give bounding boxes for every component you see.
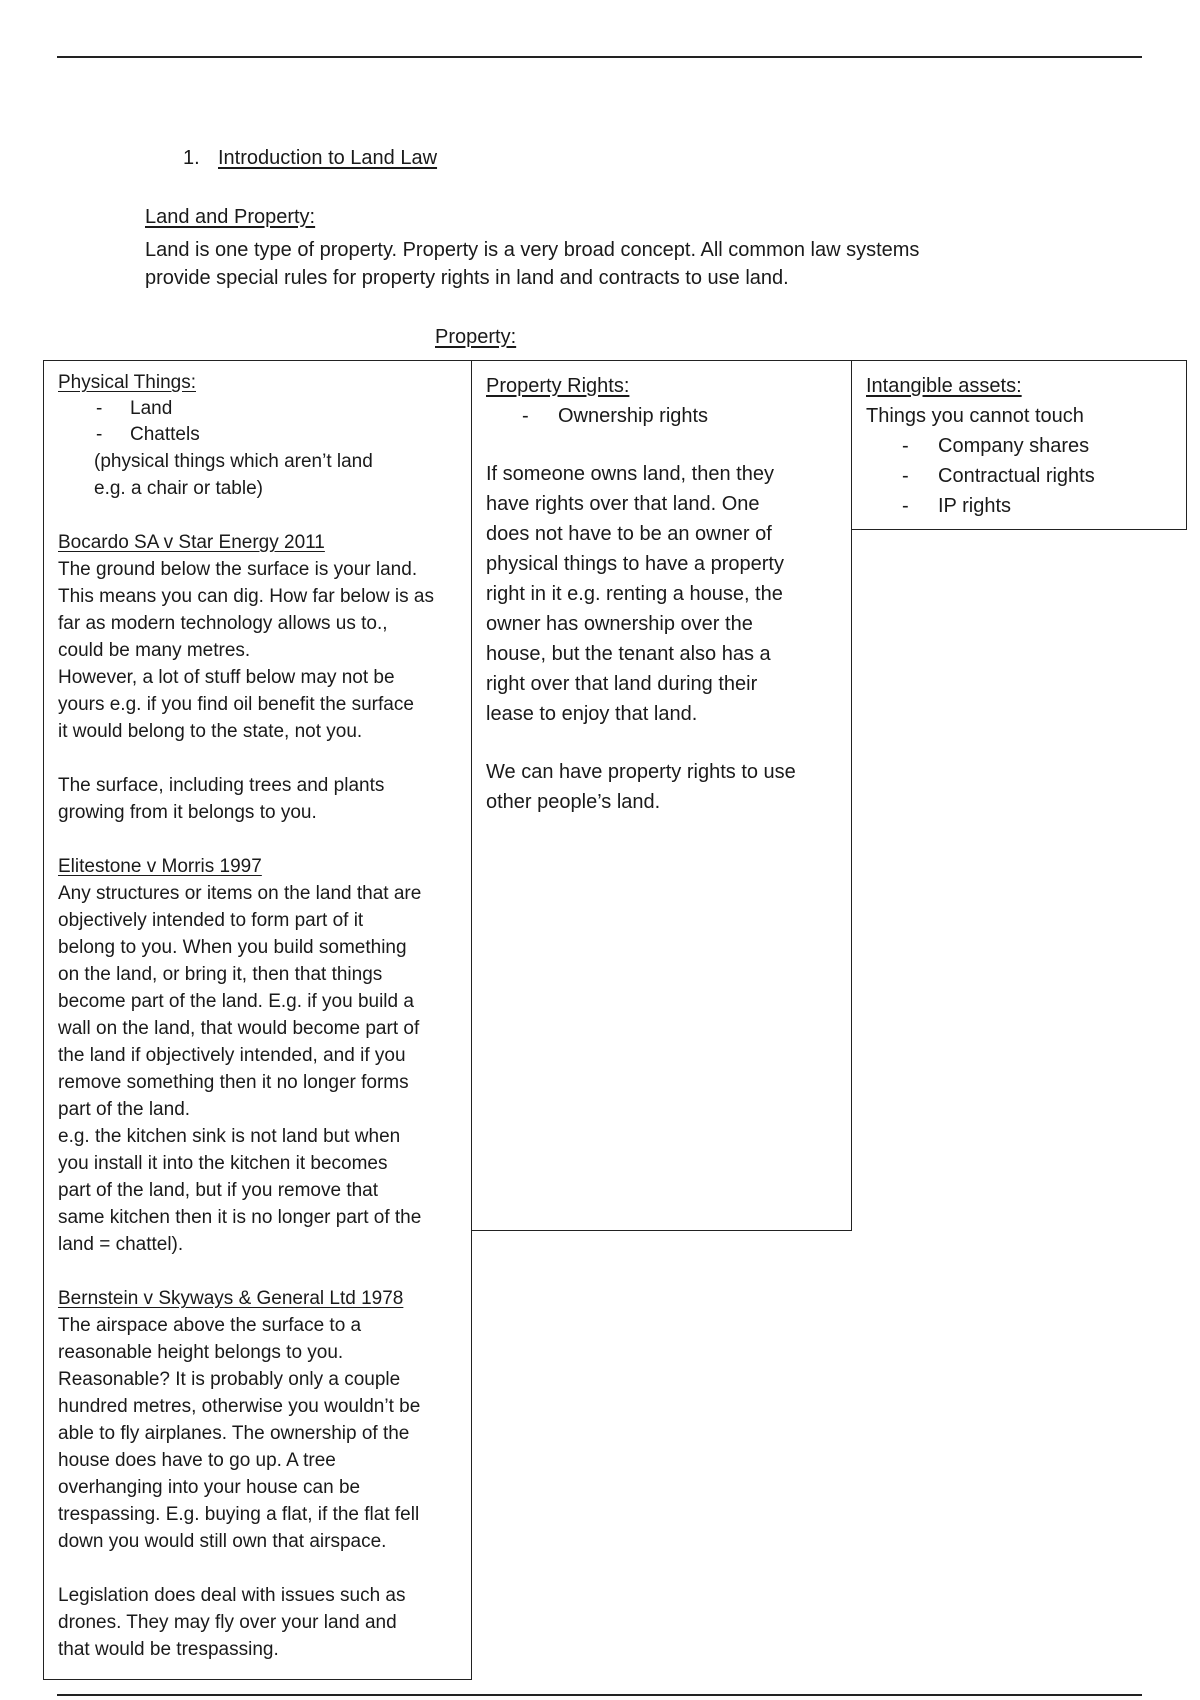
text-line: other people’s land. (486, 791, 661, 813)
text-line: that would be trespassing. (58, 1639, 279, 1660)
text-line: overhanging into your house can be (58, 1477, 361, 1498)
text-line: house, but the tenant also has a (486, 643, 771, 665)
text-line: it would belong to the state, not you. (58, 721, 363, 742)
case-bernstein-title: Bernstein v Skyways & General Ltd 1978 (58, 1288, 404, 1309)
text-line: growing from it belongs to you. (58, 802, 317, 823)
bottom-rule (57, 1694, 1142, 1696)
section-heading (183, 147, 437, 170)
text-line: We can have property rights to use (486, 761, 796, 783)
text-line: trespassing. E.g. buying a flat, if the flat fell (58, 1504, 420, 1525)
section-number: 1. (183, 147, 200, 169)
text-line: on the land, or bring it, then that things (58, 964, 383, 985)
text-line: Any structures or items on the land that are (58, 883, 422, 904)
physical-things-box (43, 360, 472, 1680)
text-line: drones. They may fly over your land and (58, 1612, 397, 1633)
text-line: the land if objectively intended, and if you (58, 1045, 406, 1066)
text-line: land = chattel). (58, 1234, 184, 1255)
text-line: belong to you. When you build something (58, 937, 407, 958)
text-line: e.g. the kitchen sink is not land but when (58, 1126, 401, 1147)
text-line: reasonable height belongs to you. (58, 1342, 344, 1363)
property-rights-para2 (486, 757, 837, 817)
text-line: Reasonable? It is probably only a couple (58, 1369, 401, 1390)
intangible-intro: Things you cannot touch (866, 405, 1084, 427)
top-rule (57, 56, 1142, 58)
text-line: physical things to have a property (486, 553, 784, 575)
list-item: - Ownership rights (486, 401, 837, 431)
property-rights-box (471, 360, 852, 1231)
physical-things-list (58, 396, 457, 448)
physical-note (58, 448, 457, 502)
text-line: However, a lot of stuff below may not be (58, 667, 395, 688)
case-elitestone-text (58, 880, 457, 1258)
case-elitestone-title: Elitestone v Morris 1997 (58, 856, 262, 877)
case-bernstein-text (58, 1312, 457, 1555)
list-item: - IP rights (866, 491, 1172, 521)
text-line: The ground below the surface is your land. (58, 559, 418, 580)
text-line: right in it e.g. renting a house, the (486, 583, 783, 605)
text-line: far as modern technology allows us to., (58, 613, 388, 634)
property-title: Property: (435, 326, 517, 348)
text-line: part of the land. (58, 1099, 191, 1120)
surface-text (58, 772, 457, 826)
text-line: down you would still own that airspace. (58, 1531, 387, 1552)
text-line: The airspace above the surface to a (58, 1315, 362, 1336)
intangible-assets-title: Intangible assets: (866, 375, 1022, 397)
text-line: part of the land, but if you remove that (58, 1180, 379, 1201)
section-title: Introduction to Land Law (218, 147, 438, 169)
text-line: could be many metres. (58, 640, 251, 661)
text-line: able to fly airplanes. The ownership of the (58, 1423, 410, 1444)
text-line: Legislation does deal with issues such as (58, 1585, 406, 1606)
text-line: house does have to go up. A tree (58, 1450, 336, 1471)
text-line: hundred metres, otherwise you wouldn’t be (58, 1396, 421, 1417)
text-line: have rights over that land. One (486, 493, 760, 515)
list-item: - Land (58, 396, 457, 422)
property-rights-title: Property Rights: (486, 375, 630, 397)
intangible-assets-box (851, 360, 1187, 530)
text-line: objectively intended to form part of it (58, 910, 364, 931)
property-rights-list (486, 401, 837, 431)
list-item: - Chattels (58, 422, 457, 448)
legislation-text (58, 1582, 457, 1663)
text-line: If someone owns land, then they (486, 463, 774, 485)
text-line: become part of the land. E.g. if you build a (58, 991, 414, 1012)
intro-line: provide special rules for property rights in land and contracts to use land. (145, 267, 789, 289)
case-bocardo-title: Bocardo SA v Star Energy 2011 (58, 532, 325, 553)
text-line: The surface, including trees and plants (58, 775, 385, 796)
text-line: yours e.g. if you find oil benefit the surface (58, 694, 414, 715)
land-and-property-text (145, 236, 1045, 292)
property-rights-para1 (486, 459, 837, 729)
intangible-list (866, 431, 1172, 521)
text-line: does not have to be an owner of (486, 523, 772, 545)
intro-line: Land is one type of property. Property is a very broad concept. All common law systems (145, 239, 920, 261)
text-line: right over that land during their (486, 673, 758, 695)
land-and-property-title: Land and Property: (145, 206, 316, 228)
case-bocardo-text (58, 556, 457, 745)
list-item: - Company shares (866, 431, 1172, 461)
text-line: you install it into the kitchen it becomes (58, 1153, 388, 1174)
physical-things-title: Physical Things: (58, 372, 196, 393)
text-line: same kitchen then it is no longer part of the (58, 1207, 422, 1228)
note-line: (physical things which aren’t land (94, 451, 373, 472)
text-line: lease to enjoy that land. (486, 703, 698, 725)
list-item: - Contractual rights (866, 461, 1172, 491)
text-line: This means you can dig. How far below is as (58, 586, 434, 607)
text-line: owner has ownership over the (486, 613, 753, 635)
note-line: e.g. a chair or table) (94, 478, 263, 499)
text-line: remove something then it no longer forms (58, 1072, 409, 1093)
text-line: wall on the land, that would become part of (58, 1018, 420, 1039)
